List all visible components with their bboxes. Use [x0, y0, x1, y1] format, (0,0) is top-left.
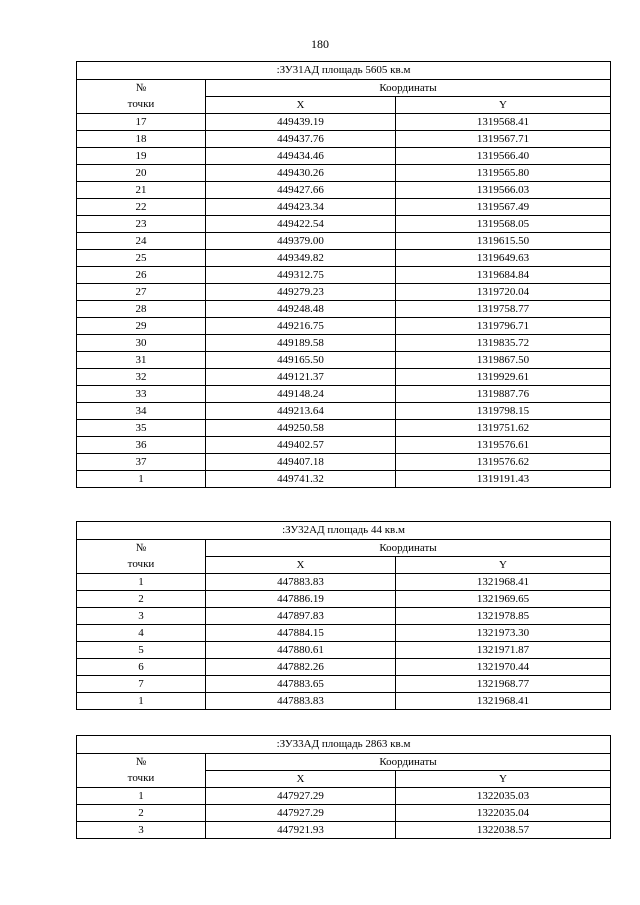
y-coordinate-cell: 1319568.05	[396, 216, 611, 233]
table-row	[77, 199, 611, 216]
y-coordinate-cell: 1319758.77	[396, 301, 611, 318]
point-number-cell: 1	[77, 788, 206, 805]
table-row	[77, 693, 611, 710]
point-number-cell: 1	[77, 693, 206, 710]
table-row	[77, 318, 611, 335]
y-coordinate-cell: 1319567.49	[396, 199, 611, 216]
x-coordinate-cell: 447927.29	[206, 805, 396, 822]
y-coordinate-cell: 1319835.72	[396, 335, 611, 352]
point-number-cell: 25	[77, 250, 206, 267]
y-coordinate-cell: 1319565.80	[396, 165, 611, 182]
point-number-cell: 6	[77, 659, 206, 676]
x-coordinate-cell: 447921.93	[206, 822, 396, 839]
y-coordinate-cell: 1319929.61	[396, 369, 611, 386]
point-number-cell: 33	[77, 386, 206, 403]
y-coordinate-cell: 1322035.04	[396, 805, 611, 822]
y-coordinate-cell: 1322038.57	[396, 822, 611, 839]
table-header-row	[77, 754, 611, 771]
point-number-cell: 7	[77, 676, 206, 693]
table-row	[77, 454, 611, 471]
y-coordinate-cell: 1319567.71	[396, 131, 611, 148]
y-coordinate-cell: 1321978.85	[396, 608, 611, 625]
table-row	[77, 216, 611, 233]
point-number-cell: 4	[77, 625, 206, 642]
y-coordinate-cell: 1319191.43	[396, 471, 611, 488]
table-title-row	[77, 522, 611, 540]
point-number-cell: 2	[77, 805, 206, 822]
x-coordinate-cell: 447882.26	[206, 659, 396, 676]
points-header: точки	[77, 557, 206, 574]
y-coordinate-cell: 1321970.44	[396, 659, 611, 676]
y-coordinate-cell: 1321968.77	[396, 676, 611, 693]
x-coordinate-cell: 447883.83	[206, 693, 396, 710]
table-row	[77, 131, 611, 148]
table-header-row	[77, 771, 611, 788]
y-coordinate-cell: 1321968.41	[396, 693, 611, 710]
point-number-cell: 1	[77, 471, 206, 488]
x-coordinate-cell: 449437.76	[206, 131, 396, 148]
coordinates-table	[76, 521, 611, 710]
table-row	[77, 250, 611, 267]
y-coordinate-cell: 1319887.76	[396, 386, 611, 403]
point-number-cell: 17	[77, 114, 206, 131]
x-coordinate-cell: 449434.46	[206, 148, 396, 165]
point-number-cell: 31	[77, 352, 206, 369]
table-row	[77, 403, 611, 420]
table-row	[77, 437, 611, 454]
table-header-row	[77, 540, 611, 557]
y-coordinate-cell: 1319576.61	[396, 437, 611, 454]
points-header: точки	[77, 97, 206, 114]
table-row	[77, 805, 611, 822]
x-coordinate-cell: 449430.26	[206, 165, 396, 182]
x-coordinate-cell: 449213.64	[206, 403, 396, 420]
table-row	[77, 608, 611, 625]
x-header: X	[206, 97, 396, 114]
point-number-cell: 30	[77, 335, 206, 352]
x-coordinate-cell: 449741.32	[206, 471, 396, 488]
y-coordinate-cell: 1319566.40	[396, 148, 611, 165]
point-number-cell: 3	[77, 822, 206, 839]
table-row	[77, 267, 611, 284]
table-row	[77, 386, 611, 403]
point-number-cell: 5	[77, 642, 206, 659]
x-header: X	[206, 557, 396, 574]
x-coordinate-cell: 449250.58	[206, 420, 396, 437]
x-coordinate-cell: 449422.54	[206, 216, 396, 233]
point-number-cell: 27	[77, 284, 206, 301]
table-row	[77, 165, 611, 182]
x-coordinate-cell: 449121.37	[206, 369, 396, 386]
x-coordinate-cell: 449312.75	[206, 267, 396, 284]
point-number-cell: 34	[77, 403, 206, 420]
table-row	[77, 369, 611, 386]
y-coordinate-cell: 1319684.84	[396, 267, 611, 284]
x-coordinate-cell: 447886.19	[206, 591, 396, 608]
point-number-cell: 19	[77, 148, 206, 165]
points-header: точки	[77, 771, 206, 788]
y-coordinate-cell: 1319566.03	[396, 182, 611, 199]
coordinates-table	[76, 61, 611, 488]
point-number-cell: 20	[77, 165, 206, 182]
table-title-row	[77, 736, 611, 754]
table-row	[77, 284, 611, 301]
x-coordinate-cell: 447883.65	[206, 676, 396, 693]
point-number-header: №	[77, 754, 206, 771]
x-coordinate-cell: 449349.82	[206, 250, 396, 267]
table-row	[77, 301, 611, 318]
x-coordinate-cell: 447883.83	[206, 574, 396, 591]
x-coordinate-cell: 449248.48	[206, 301, 396, 318]
table-row	[77, 335, 611, 352]
y-coordinate-cell: 1321971.87	[396, 642, 611, 659]
point-number-cell: 22	[77, 199, 206, 216]
table-title: :ЗУ32АД площадь 44 кв.м	[77, 522, 611, 540]
point-number-cell: 1	[77, 574, 206, 591]
point-number-cell: 21	[77, 182, 206, 199]
y-coordinate-cell: 1319796.71	[396, 318, 611, 335]
y-coordinate-cell: 1319751.62	[396, 420, 611, 437]
x-coordinate-cell: 447897.83	[206, 608, 396, 625]
table-row	[77, 642, 611, 659]
coordinates-header: Координаты	[206, 80, 611, 97]
y-header: Y	[396, 97, 611, 114]
table-header-row	[77, 80, 611, 97]
point-number-cell: 2	[77, 591, 206, 608]
coordinates-header: Координаты	[206, 754, 611, 771]
y-coordinate-cell: 1319615.50	[396, 233, 611, 250]
table-row	[77, 148, 611, 165]
y-header: Y	[396, 557, 611, 574]
x-coordinate-cell: 449423.34	[206, 199, 396, 216]
x-coordinate-cell: 449402.57	[206, 437, 396, 454]
table-row	[77, 822, 611, 839]
x-coordinate-cell: 449279.23	[206, 284, 396, 301]
y-coordinate-cell: 1319720.04	[396, 284, 611, 301]
x-coordinate-cell: 449407.18	[206, 454, 396, 471]
table-row	[77, 352, 611, 369]
table-row	[77, 676, 611, 693]
y-coordinate-cell: 1319649.63	[396, 250, 611, 267]
table-row	[77, 591, 611, 608]
table-row	[77, 574, 611, 591]
table-header-row	[77, 557, 611, 574]
x-coordinate-cell: 449148.24	[206, 386, 396, 403]
point-number-cell: 26	[77, 267, 206, 284]
y-coordinate-cell: 1321969.65	[396, 591, 611, 608]
table-row	[77, 788, 611, 805]
point-number-cell: 23	[77, 216, 206, 233]
point-number-cell: 35	[77, 420, 206, 437]
table-header-row	[77, 97, 611, 114]
point-number-cell: 36	[77, 437, 206, 454]
table-row	[77, 420, 611, 437]
x-coordinate-cell: 449379.00	[206, 233, 396, 250]
point-number-cell: 24	[77, 233, 206, 250]
point-number-header: №	[77, 80, 206, 97]
coordinates-table	[76, 735, 611, 839]
point-number-cell: 28	[77, 301, 206, 318]
table-row	[77, 625, 611, 642]
x-coordinate-cell: 447927.29	[206, 788, 396, 805]
table-row	[77, 182, 611, 199]
x-coordinate-cell: 449165.50	[206, 352, 396, 369]
y-coordinate-cell: 1321973.30	[396, 625, 611, 642]
point-number-cell: 29	[77, 318, 206, 335]
x-coordinate-cell: 449216.75	[206, 318, 396, 335]
point-number-cell: 3	[77, 608, 206, 625]
table-title-row	[77, 62, 611, 80]
page-number: 180	[311, 37, 329, 51]
x-coordinate-cell: 449189.58	[206, 335, 396, 352]
table-row	[77, 114, 611, 131]
y-header: Y	[396, 771, 611, 788]
table-title: :ЗУ31АД площадь 5605 кв.м	[77, 62, 611, 80]
y-coordinate-cell: 1319867.50	[396, 352, 611, 369]
x-coordinate-cell: 449427.66	[206, 182, 396, 199]
table-title: :ЗУ33АД площадь 2863 кв.м	[77, 736, 611, 754]
table-row	[77, 471, 611, 488]
y-coordinate-cell: 1319568.41	[396, 114, 611, 131]
y-coordinate-cell: 1321968.41	[396, 574, 611, 591]
y-coordinate-cell: 1319576.62	[396, 454, 611, 471]
point-number-cell: 18	[77, 131, 206, 148]
point-number-header: №	[77, 540, 206, 557]
point-number-cell: 37	[77, 454, 206, 471]
x-header: X	[206, 771, 396, 788]
coordinates-header: Координаты	[206, 540, 611, 557]
y-coordinate-cell: 1319798.15	[396, 403, 611, 420]
x-coordinate-cell: 449439.19	[206, 114, 396, 131]
x-coordinate-cell: 447884.15	[206, 625, 396, 642]
table-row	[77, 659, 611, 676]
point-number-cell: 32	[77, 369, 206, 386]
x-coordinate-cell: 447880.61	[206, 642, 396, 659]
table-row	[77, 233, 611, 250]
y-coordinate-cell: 1322035.03	[396, 788, 611, 805]
